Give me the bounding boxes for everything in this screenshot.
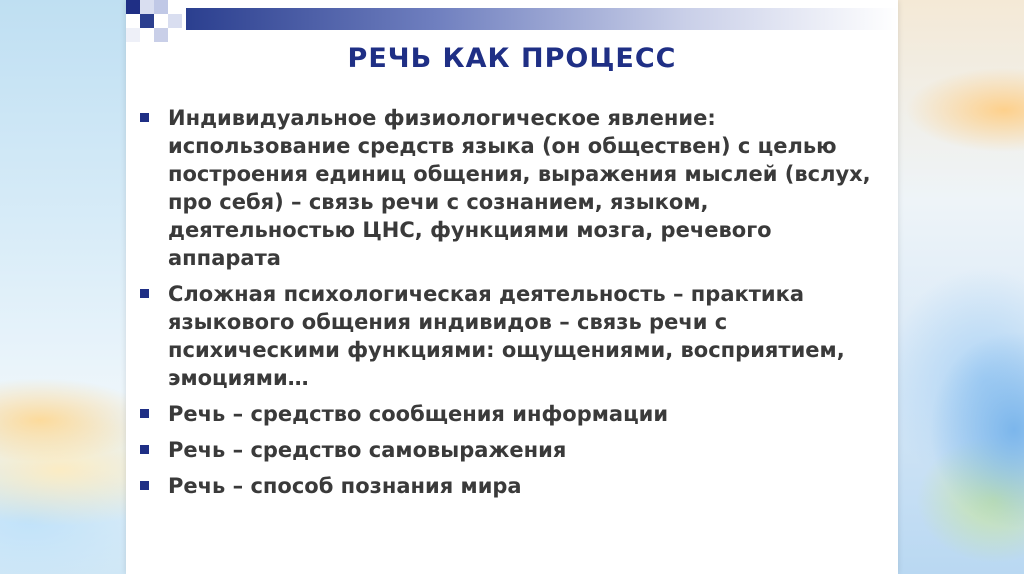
list-item (140, 400, 890, 428)
slide-title: РЕЧЬ КАК ПРОЦЕСС (347, 43, 677, 74)
list-item-text: Речь – средство сообщения информации (168, 402, 669, 426)
list-item (140, 436, 890, 464)
header-gradient-bar (186, 8, 898, 30)
bullet-square-icon (140, 481, 149, 490)
list-item-text: Речь – способ познания мира (168, 474, 522, 498)
background-left-decoration (0, 0, 130, 574)
bullet-square-icon (140, 113, 149, 122)
slide-canvas (126, 0, 898, 574)
list-item-text: Индивидуальное физиологическое явление: использование средств языка (он обществен) с целью построения единиц общения, выражения мыслей (вслух, про себя) – связь речи с сознанием, языком, деятельностью ЦНС, функциями мозга, речевого аппарата (168, 106, 871, 270)
bullet-square-icon (140, 289, 149, 298)
list-item (140, 104, 890, 272)
list-item-text: Речь – средство самовыражения (168, 438, 567, 462)
bullet-list (140, 104, 890, 508)
bullet-square-icon (140, 409, 149, 418)
list-item-text: Сложная психологическая деятельность – практика языкового общения индивидов – связь речи с психическими функциями: ощущениями, восприятием, эмоциями… (168, 282, 845, 390)
list-item (140, 472, 890, 500)
background-right-decoration (894, 0, 1024, 574)
list-item (140, 280, 890, 392)
bullet-square-icon (140, 445, 149, 454)
